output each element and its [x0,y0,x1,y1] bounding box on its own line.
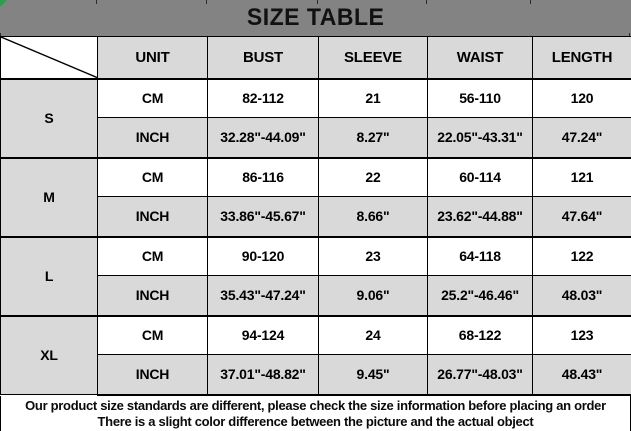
bust-value: 33.86"-45.67" [208,197,319,237]
sleeve-value: 21 [319,79,428,118]
unit-cell: CM [98,237,208,276]
size-label-l: L [1,237,98,316]
waist-value: 56-110 [428,79,533,118]
sleeve-value: 9.45" [319,355,428,395]
size-label-xl: XL [1,316,98,395]
unit-cell: CM [98,158,208,197]
diagonal-line-icon [1,37,97,78]
unit-cell: INCH [98,197,208,237]
sleeve-value: 8.66" [319,197,428,237]
length-value: 123 [533,316,631,355]
unit-cell: CM [98,316,208,355]
length-value: 122 [533,237,631,276]
column-tick [206,0,207,4]
bust-value: 37.01"-48.82" [208,355,319,395]
bust-value: 94-124 [208,316,319,355]
sleeve-value: 22 [319,158,428,197]
column-header-row [1,37,631,79]
column-tick [629,33,630,36]
length-value: 121 [533,158,631,197]
waist-value: 60-114 [428,158,533,197]
sleeve-value: 9.06" [319,276,428,316]
column-tick [530,0,531,4]
footer-note-line2: There is a slight color difference between the picture and the actual object [97,413,534,429]
length-value: 48.03" [533,276,631,316]
length-value: 120 [533,79,631,118]
sleeve-value: 8.27" [319,118,428,158]
column-header-length: LENGTH [533,37,631,79]
waist-value: 26.77"-48.03" [428,355,533,395]
bust-value: 32.28"-44.09" [208,118,319,158]
length-value: 47.64" [533,197,631,237]
table-row-m-cm [1,158,631,197]
size-table [0,36,631,396]
column-header-unit: UNIT [98,37,208,79]
footer-note-line1: Our product size standards are different, please check the size information before placing an order [25,397,606,413]
column-header-sleeve: SLEEVE [319,37,428,79]
table-row-xl-cm [1,316,631,355]
column-header-bust: BUST [208,37,319,79]
table-row-s-cm [1,79,631,118]
length-value: 48.43" [533,355,631,395]
diagonal-corner-cell [1,37,98,79]
waist-value: 22.05"-43.31" [428,118,533,158]
bust-value: 90-120 [208,237,319,276]
size-label-m: M [1,158,98,237]
unit-cell: INCH [98,276,208,316]
column-tick [426,0,427,4]
unit-cell: INCH [98,118,208,158]
sleeve-value: 23 [319,237,428,276]
column-tick [96,0,97,4]
table-row-l-cm [1,237,631,276]
waist-value: 25.2"-46.46" [428,276,533,316]
bust-value: 82-112 [208,79,319,118]
waist-value: 68-122 [428,316,533,355]
bust-value: 86-116 [208,158,319,197]
page-title: SIZE TABLE [246,4,385,31]
unit-cell: CM [98,79,208,118]
footer-note [0,396,631,431]
bust-value: 35.43"-47.24" [208,276,319,316]
title-bar [0,0,631,36]
green-corner-marker-icon [0,0,7,7]
sleeve-value: 24 [319,316,428,355]
waist-value: 64-118 [428,237,533,276]
waist-value: 23.62"-44.88" [428,197,533,237]
unit-cell: INCH [98,355,208,395]
size-label-s: S [1,79,98,158]
column-header-waist: WAIST [428,37,533,79]
length-value: 47.24" [533,118,631,158]
